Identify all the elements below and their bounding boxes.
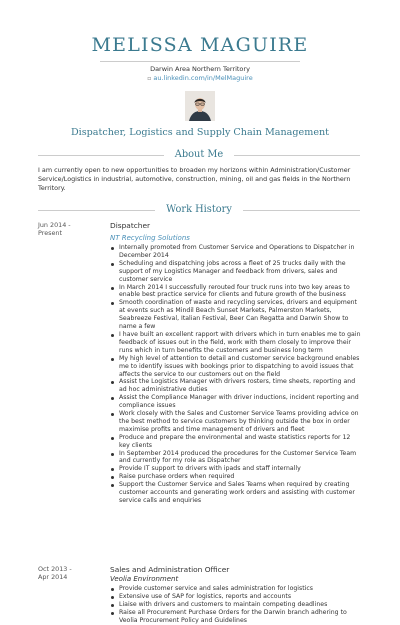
- job-bullet: In March 2014 I successfully rerouted four truck runs into two key areas to enable best practice service for clients and future growth of the business: [110, 284, 362, 300]
- job-body: [110, 221, 362, 505]
- work-history-section-header: [38, 204, 360, 216]
- candidate-location: Darwin Area Northern Territory: [150, 65, 250, 73]
- professional-headline: Dispatcher, Logistics and Supply Chain Management: [70, 127, 330, 138]
- job-dates-text: Oct 2013 - Apr 2014: [38, 565, 72, 581]
- job-bullet: Support the Customer Service and Sales Teams when required by creating customer accounts and generating work orders and assisting with customer service calls and enquiries: [110, 481, 362, 505]
- job-bullet: Scheduling and dispatching jobs across a fleet of 25 trucks daily with the support of my Logistics Manager and feedback from drivers, sales and customer service: [110, 260, 362, 284]
- job-bullet: Produce and prepare the environmental and waste statistics reports for 12 key clients: [110, 434, 362, 450]
- job-bullet: Raise all Procurement Purchase Orders for the Darwin branch adhering to Veolia Procurement Policy and Guidelines: [110, 609, 362, 625]
- job-bullet: Smooth coordination of waste and recycling services, drivers and equipment at events such as Mindil Beach Sunset Markets, Palmerston Markets, Seabreeze Festival, Italian Festival, Beer Can Regatta and Darwin Show to name a few: [110, 299, 362, 331]
- job-bullet: Work closely with the Sales and Customer Service Teams providing advice on the best method to service customers by thinking outside the box in order maximise profits and time management of drivers and fleet: [110, 410, 362, 434]
- job-bullet: Provide IT support to drivers with ipads and staff internally: [110, 465, 362, 473]
- job-bullet: My high level of attention to detail and customer service background enables me to identify issues with bookings prior to dispatching to avoid issues that affects the service to our customers out on the field: [110, 355, 362, 379]
- about-section-title: About Me: [174, 149, 224, 160]
- job-title: Sales and Administration Officer: [110, 565, 230, 574]
- section-divider-right: [234, 155, 360, 156]
- company-name: NT Recycling Solutions: [110, 234, 190, 242]
- job-bullet: Assist the Logistics Manager with drivers rosters, time sheets, reporting and ad hoc administrative duties: [110, 378, 362, 394]
- job-bullet: Liaise with drivers and customers to maintain competing deadlines: [110, 601, 362, 609]
- job-bullets: [110, 585, 362, 625]
- job-dates: [38, 565, 98, 581]
- job-bullet: Raise purchase orders when required: [110, 473, 362, 481]
- linkedin-url: au.linkedin.com/in/MelMaguire: [153, 74, 253, 82]
- section-divider-right: [243, 210, 360, 211]
- job-bullet: In September 2014 produced the procedures for the Customer Service Team and currently for my role as Dispatcher: [110, 450, 362, 466]
- linkedin-link[interactable]: [0, 74, 400, 82]
- linkedin-icon: ▫: [147, 75, 152, 82]
- job-bullet: Internally promoted from Customer Service and Operations to Dispatcher in December 2014: [110, 244, 362, 260]
- work-history-title: Work History: [166, 204, 232, 215]
- job-dates: [38, 221, 98, 237]
- job-bullet: Assist the Compliance Manager with driver inductions, incident reporting and compliance issues: [110, 394, 362, 410]
- job-bullet: Extensive use of SAP for logistics, reports and accounts: [110, 593, 362, 601]
- job-bullets: [110, 244, 362, 505]
- about-text: I am currently open to new opportunities to broaden my horizons within Administration/Customer Service/Logistics in industrial, automotive, construction, mining, oil and gas fields in the Northern Territory.: [38, 166, 351, 192]
- job-bullet: I have built an excellent rapport with drivers which in turn enables me to gain feedback of issues out in the field, work with them closely to improve their runs which in turn benefits the customers and business long term: [110, 331, 362, 355]
- job-bullet: Provide customer service and sales administration for logistics: [110, 585, 362, 593]
- job-title: Dispatcher: [110, 221, 151, 230]
- about-section-header: [38, 149, 360, 161]
- job-body: [110, 565, 362, 625]
- company-name: Veolia Environment: [110, 575, 179, 583]
- candidate-name: MELISSA MAGUIRE: [91, 34, 309, 56]
- header-divider: [100, 61, 300, 62]
- job-dates-text: Jun 2014 - Present: [38, 221, 71, 237]
- avatar: [185, 91, 215, 121]
- profile-photo: [185, 91, 215, 121]
